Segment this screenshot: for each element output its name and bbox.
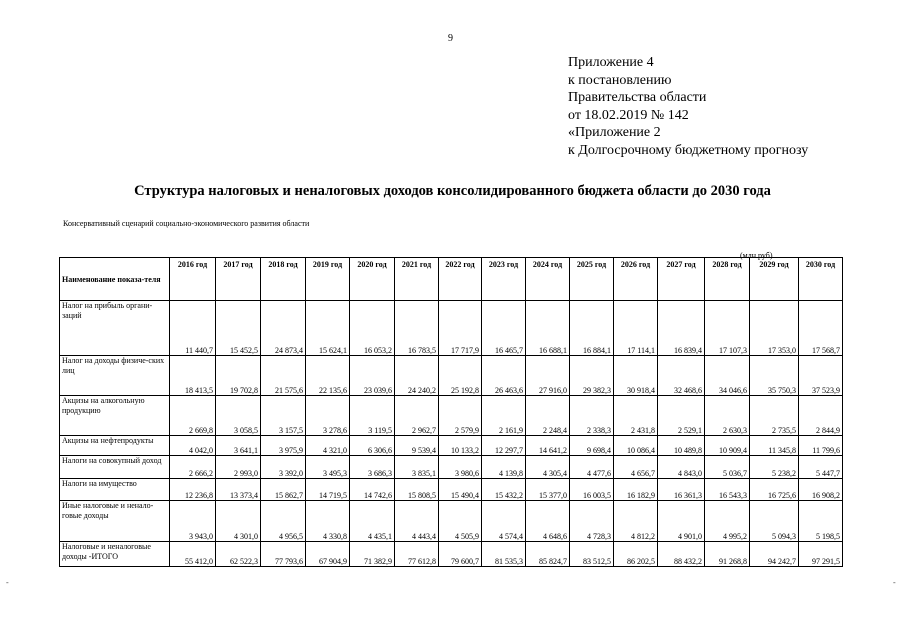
- value-cell: 11 345,8: [750, 436, 799, 456]
- value-cell: 17 568,7: [799, 301, 843, 356]
- value-cell: 26 463,6: [482, 356, 526, 396]
- appendix-line: от 18.02.2019 № 142: [568, 107, 689, 123]
- value-cell: 15 808,5: [395, 479, 439, 501]
- table-body: [60, 301, 843, 567]
- value-cell: 23 039,6: [350, 356, 395, 396]
- value-cell: 4 042,0: [170, 436, 216, 456]
- units-label: (млн.руб): [740, 251, 773, 260]
- value-cell: 4 956,5: [261, 501, 306, 542]
- value-cell: 30 918,4: [614, 356, 658, 396]
- value-cell: 15 452,5: [216, 301, 261, 356]
- value-cell: 55 412,0: [170, 542, 216, 567]
- scenario-caption: Консервативный сценарий социально-экономического развития области: [63, 219, 310, 228]
- value-cell: 3 686,3: [350, 456, 395, 479]
- value-cell: 77 612,8: [395, 542, 439, 567]
- value-cell: 4 330,8: [306, 501, 350, 542]
- value-cell: 16 361,3: [658, 479, 705, 501]
- value-cell: 71 382,9: [350, 542, 395, 567]
- page-edge-mark: -: [6, 578, 9, 587]
- value-cell: 10 133,2: [439, 436, 482, 456]
- column-header-year: 2027 год: [658, 258, 705, 301]
- value-cell: 4 477,6: [570, 456, 614, 479]
- value-cell: 10 489,8: [658, 436, 705, 456]
- value-cell: 2 248,4: [526, 396, 570, 436]
- value-cell: 17 107,3: [705, 301, 750, 356]
- value-cell: 34 046,6: [705, 356, 750, 396]
- value-cell: 4 443,4: [395, 501, 439, 542]
- value-cell: 3 058,5: [216, 396, 261, 436]
- value-cell: 3 835,1: [395, 456, 439, 479]
- value-cell: 79 600,7: [439, 542, 482, 567]
- column-header-year: 2020 год: [350, 258, 395, 301]
- value-cell: 4 505,9: [439, 501, 482, 542]
- column-header-year: 2023 год: [482, 258, 526, 301]
- table-row: [60, 356, 843, 396]
- column-header-name: Наименование показа-теля: [60, 258, 170, 301]
- value-cell: 3 119,5: [350, 396, 395, 436]
- value-cell: 2 630,3: [705, 396, 750, 436]
- value-cell: 5 198,5: [799, 501, 843, 542]
- value-cell: 86 202,5: [614, 542, 658, 567]
- value-cell: 15 624,1: [306, 301, 350, 356]
- value-cell: 9 698,4: [570, 436, 614, 456]
- value-cell: 2 666,2: [170, 456, 216, 479]
- value-cell: 27 916,0: [526, 356, 570, 396]
- value-cell: 17 717,9: [439, 301, 482, 356]
- document-title: Структура налоговых и неналоговых доходов консолидированного бюджета области до 2030 года: [134, 183, 771, 199]
- value-cell: 37 523,9: [799, 356, 843, 396]
- value-cell: 16 908,2: [799, 479, 843, 501]
- value-cell: 4 435,1: [350, 501, 395, 542]
- table-row: [60, 301, 843, 356]
- value-cell: 2 735,5: [750, 396, 799, 436]
- appendix-block: [568, 54, 808, 159]
- value-cell: 15 862,7: [261, 479, 306, 501]
- column-header-year: 2028 год: [705, 258, 750, 301]
- appendix-line: к Долгосрочному бюджетному прогнозу: [568, 142, 809, 158]
- value-cell: 16 725,6: [750, 479, 799, 501]
- value-cell: 16 884,1: [570, 301, 614, 356]
- value-cell: 4 812,2: [614, 501, 658, 542]
- value-cell: 19 702,8: [216, 356, 261, 396]
- value-cell: 16 182,9: [614, 479, 658, 501]
- value-cell: 4 321,0: [306, 436, 350, 456]
- value-cell: 4 843,0: [658, 456, 705, 479]
- value-cell: 2 669,8: [170, 396, 216, 436]
- table-row: [60, 396, 843, 436]
- value-cell: 4 139,8: [482, 456, 526, 479]
- value-cell: 91 268,8: [705, 542, 750, 567]
- value-cell: 12 297,7: [482, 436, 526, 456]
- column-header-year: 2029 год: [750, 258, 799, 301]
- row-name: Акцизы на алкогольную продукцию: [60, 396, 170, 436]
- value-cell: 97 291,5: [799, 542, 843, 567]
- table-row: [60, 479, 843, 501]
- column-header-year: 2021 год: [395, 258, 439, 301]
- value-cell: 11 440,7: [170, 301, 216, 356]
- column-header-year: 2016 год: [170, 258, 216, 301]
- column-header-year: 2019 год: [306, 258, 350, 301]
- appendix-line: Правительства области: [568, 90, 707, 105]
- row-name: Налоговые и неналоговые доходы -ИТОГО: [60, 542, 170, 567]
- value-cell: 6 306,6: [350, 436, 395, 456]
- row-name: Налоги на имущество: [60, 479, 170, 501]
- value-cell: 3 975,9: [261, 436, 306, 456]
- value-cell: 15 490,4: [439, 479, 482, 501]
- value-cell: 10 909,4: [705, 436, 750, 456]
- value-cell: 62 522,3: [216, 542, 261, 567]
- value-cell: 11 799,6: [799, 436, 843, 456]
- value-cell: 14 641,2: [526, 436, 570, 456]
- value-cell: 4 995,2: [705, 501, 750, 542]
- value-cell: 25 192,8: [439, 356, 482, 396]
- row-name: Акцизы на нефтепродукты: [60, 436, 170, 456]
- value-cell: 16 053,2: [350, 301, 395, 356]
- column-header-year: 2022 год: [439, 258, 482, 301]
- value-cell: 24 240,2: [395, 356, 439, 396]
- row-name: Налог на прибыль органи-заций: [60, 301, 170, 356]
- value-cell: 5 094,3: [750, 501, 799, 542]
- page-edge-mark: -: [893, 578, 896, 587]
- value-cell: 4 728,3: [570, 501, 614, 542]
- value-cell: 3 641,1: [216, 436, 261, 456]
- value-cell: 85 824,7: [526, 542, 570, 567]
- value-cell: 16 839,4: [658, 301, 705, 356]
- value-cell: 18 413,5: [170, 356, 216, 396]
- value-cell: 4 656,7: [614, 456, 658, 479]
- value-cell: 81 535,3: [482, 542, 526, 567]
- value-cell: 2 844,9: [799, 396, 843, 436]
- value-cell: 10 086,4: [614, 436, 658, 456]
- value-cell: 3 980,6: [439, 456, 482, 479]
- value-cell: 14 742,6: [350, 479, 395, 501]
- value-cell: 12 236,8: [170, 479, 216, 501]
- value-cell: 15 377,0: [526, 479, 570, 501]
- value-cell: 88 432,2: [658, 542, 705, 567]
- table-row: [60, 436, 843, 456]
- value-cell: 4 648,6: [526, 501, 570, 542]
- value-cell: 21 575,6: [261, 356, 306, 396]
- value-cell: 22 135,6: [306, 356, 350, 396]
- value-cell: 17 114,1: [614, 301, 658, 356]
- value-cell: 2 529,1: [658, 396, 705, 436]
- appendix-line: Приложение 4: [568, 55, 654, 70]
- value-cell: 94 242,7: [750, 542, 799, 567]
- value-cell: 16 465,7: [482, 301, 526, 356]
- value-cell: 35 750,3: [750, 356, 799, 396]
- table-row: [60, 456, 843, 479]
- value-cell: 67 904,9: [306, 542, 350, 567]
- value-cell: 3 943,0: [170, 501, 216, 542]
- value-cell: 29 382,3: [570, 356, 614, 396]
- row-name: Налоги на совокупный доход: [60, 456, 170, 479]
- value-cell: 5 238,2: [750, 456, 799, 479]
- value-cell: 2 338,3: [570, 396, 614, 436]
- value-cell: 2 161,9: [482, 396, 526, 436]
- appendix-line: к постановлению: [568, 72, 672, 88]
- value-cell: 13 373,4: [216, 479, 261, 501]
- row-name: Иные налоговые и ненало-говые доходы: [60, 501, 170, 542]
- value-cell: 3 157,5: [261, 396, 306, 436]
- row-name: Налог на доходы физиче-ских лиц: [60, 356, 170, 396]
- table-header-row: [60, 258, 843, 301]
- table-row: [60, 542, 843, 567]
- value-cell: 16 003,5: [570, 479, 614, 501]
- column-header-year: 2018 год: [261, 258, 306, 301]
- value-cell: 2 993,0: [216, 456, 261, 479]
- value-cell: 4 301,0: [216, 501, 261, 542]
- value-cell: 4 574,4: [482, 501, 526, 542]
- value-cell: 5 036,7: [705, 456, 750, 479]
- value-cell: 2 579,9: [439, 396, 482, 436]
- column-header-year: 2026 год: [614, 258, 658, 301]
- revenue-table: [59, 257, 843, 567]
- value-cell: 4 901,0: [658, 501, 705, 542]
- column-header-year: 2017 год: [216, 258, 261, 301]
- value-cell: 3 495,3: [306, 456, 350, 479]
- column-header-year: 2030 год: [799, 258, 843, 301]
- table-row: [60, 501, 843, 542]
- column-header-year: 2025 год: [570, 258, 614, 301]
- column-header-year: 2024 год: [526, 258, 570, 301]
- value-cell: 3 392,0: [261, 456, 306, 479]
- value-cell: 2 431,8: [614, 396, 658, 436]
- value-cell: 77 793,6: [261, 542, 306, 567]
- value-cell: 16 543,3: [705, 479, 750, 501]
- value-cell: 83 512,5: [570, 542, 614, 567]
- value-cell: 3 278,6: [306, 396, 350, 436]
- page-number: 9: [448, 33, 453, 44]
- value-cell: 2 962,7: [395, 396, 439, 436]
- value-cell: 15 432,2: [482, 479, 526, 501]
- appendix-line: «Приложение 2: [568, 125, 661, 140]
- value-cell: 14 719,5: [306, 479, 350, 501]
- value-cell: 4 305,4: [526, 456, 570, 479]
- value-cell: 16 688,1: [526, 301, 570, 356]
- value-cell: 16 783,5: [395, 301, 439, 356]
- value-cell: 24 873,4: [261, 301, 306, 356]
- value-cell: 5 447,7: [799, 456, 843, 479]
- value-cell: 9 539,4: [395, 436, 439, 456]
- value-cell: 17 353,0: [750, 301, 799, 356]
- value-cell: 32 468,6: [658, 356, 705, 396]
